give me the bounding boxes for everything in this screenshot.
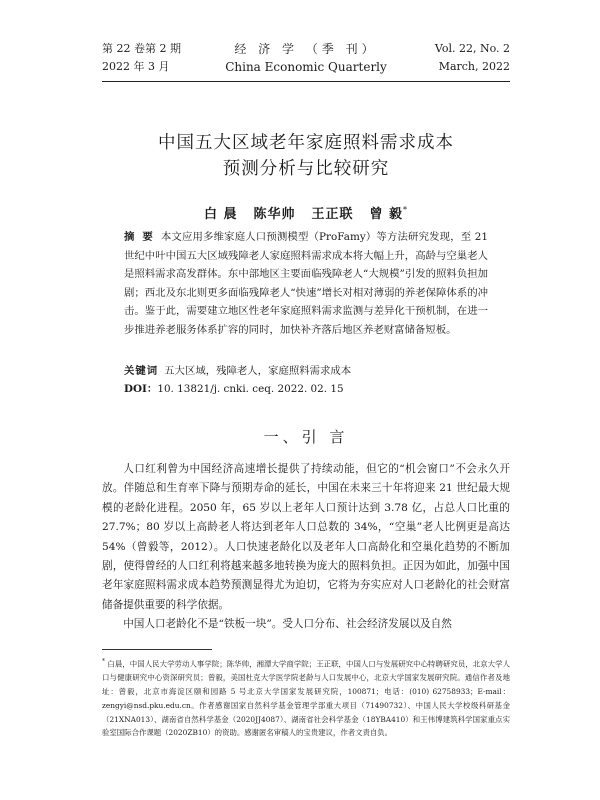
- abstract-label: 摘 要: [124, 231, 155, 243]
- doi-label: DOI：: [124, 383, 158, 395]
- running-header: [102, 40, 510, 82]
- author-3: 王正联: [311, 207, 354, 222]
- volume-issue: 第 22 卷第 2 期: [102, 42, 181, 55]
- volume-issue-en: Vol. 22, No. 2: [434, 42, 510, 55]
- keywords: [124, 362, 488, 380]
- author-4-name: 曾 毅: [369, 207, 404, 222]
- keywords-label: 关键词: [124, 365, 159, 377]
- journal-name-en: China Economic Quarterly: [225, 60, 387, 74]
- journal-name-cn: 经 济 学 （季 刊）: [234, 42, 378, 56]
- author-footnote-mark: *: [403, 205, 409, 215]
- header-rule: [102, 81, 510, 82]
- footnote-rule: [102, 649, 212, 650]
- title-line-2: 预测分析与比较研究: [222, 159, 390, 179]
- section-heading: 一、引 言: [263, 428, 349, 446]
- footnote: [102, 655, 510, 740]
- issue-date: 2022 年 3 月: [102, 60, 170, 73]
- footnote-mark: *: [102, 658, 105, 665]
- body-text: [102, 460, 510, 635]
- body-paragraph-1: 人口红利曾为中国经济高速增长提供了持续动能，但它的“机会窗口”不会永久开放。伴随总和生育率下降与预期寿命的延长，中国在未来三十年将迎来 21 世纪最大规模的老龄化进程。2050 年，65 岁以上老年人口预计达到 3.78 亿，占总人口比重的 27.7%；80 岁以上高龄老人将达到老年人口总数的 34%，“空巢”老人比例更是高达 54%（曾毅等，2012）。人口快速老龄化以及老年人口高龄化和空巢化趋势的不断加剧，使得曾经的人口红利将越来越多地转换为庞大的照料负担。正因为如此，加强中国老年家庭照料需求成本趋势预测显得尤为迫切，它将为夯实应对人口老龄化的社会财富储备提供重要的科学依据。: [102, 463, 510, 611]
- author-list: [102, 203, 510, 222]
- doi-text: 10. 13821/j. cnki. ceq. 2022. 02. 15: [157, 383, 344, 395]
- footnote-text: 白晨，中国人民大学劳动人事学院；陈华帅，湘潭大学商学院；王正联，中国人口与发展研究中心特聘研究员，北京大学人口与健康研究中心资深研究员；曾毅，美国杜克大学医学院老龄与人口发展中心，北京大学国家发展研究院。通信作者及地址：曾毅，北京市海淀区颐和园路 5 号北京大学国家发展研究院，100871；电话：(010) 62758933；E-mail：zengyi@nsd.pku.edu.cn。作者感谢国家自然科学基金管理学部重大项目（71490732）、中国人民大学校级科研基金（21XNA013）、湖南省自然科学基金（2020JJ4087）、湖南省社会科学基金（18YBA410）和王伟博建筑科学国家重点实验室国际合作课题（2020ZB10）的资助。感谢匿名审稿人的宝贵建议，作者文责自负。: [102, 659, 510, 738]
- title-line-1: 中国五大区域老年家庭照料需求成本: [158, 133, 454, 153]
- keywords-text: 五大区域，残障老人，家庭照料需求成本: [164, 365, 352, 377]
- author-4: [370, 207, 409, 222]
- issue-info-en: [435, 40, 510, 76]
- abstract-text: 本文应用多维家庭人口预测模型（ProFamy）等方法研究发现，至 21 世纪中叶中国五大区域残障老人家庭照料需求成本将大幅上升，高龄与空巢老人是照料需求高发群体。东中部地区主要面临残障老人“大规模”引发的照料负担加剧；西北及东北则更多面临残障老人“快速”增长对相对薄弱的养老保障体系的冲击。鉴于此，需要建立地区性老年家庭照料需求监测与差异化干预机制，在进一步推进养老服务体系扩容的同时，加快补齐落后地区养老财富储备短板。: [124, 231, 488, 336]
- author-1: 白 晨: [203, 207, 238, 222]
- body-paragraph-2: 中国人口老龄化不是“铁板一块”。受人口分布、社会经济发展以及自然: [123, 618, 452, 631]
- issue-date-en: March, 2022: [438, 60, 510, 73]
- doi: [124, 380, 488, 398]
- author-2: 陈华帅: [253, 207, 296, 222]
- paper-title: [102, 130, 510, 182]
- abstract: [124, 228, 488, 340]
